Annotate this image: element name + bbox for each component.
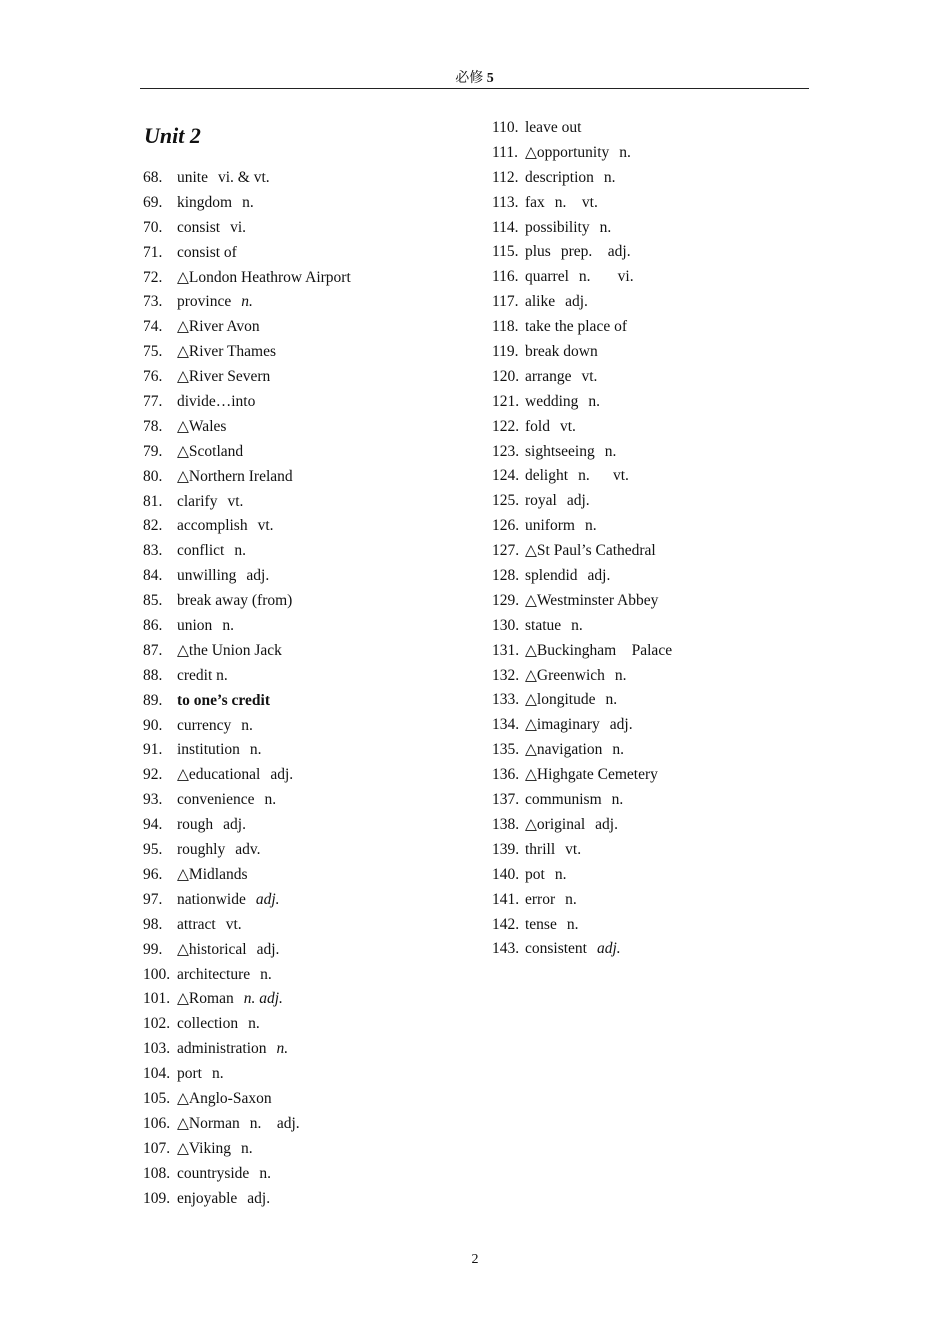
vocab-entry — [492, 514, 822, 539]
entry-number: 76. — [143, 368, 163, 386]
entry-number: 114. — [492, 218, 519, 236]
vocab-entry — [492, 614, 822, 639]
entry-word: △imaginary — [525, 716, 600, 734]
entry-word: unwilling — [177, 567, 237, 585]
vocab-column-right — [492, 116, 822, 962]
entry-number: 90. — [143, 716, 163, 734]
entry-part-of-speech: n. vt. — [578, 467, 629, 485]
vocab-entry — [143, 315, 473, 340]
entry-part-of-speech: n. — [566, 915, 579, 933]
vocab-entry — [143, 290, 473, 315]
entry-number: 74. — [143, 318, 163, 336]
vocab-entry — [143, 689, 473, 714]
entry-number: 140. — [492, 865, 520, 883]
entry-number: 85. — [143, 592, 163, 610]
entry-number: 139. — [492, 840, 520, 858]
entry-word: province — [177, 293, 232, 311]
header-book: 必修 — [455, 71, 484, 86]
entry-word: △the Union Jack — [177, 641, 282, 659]
vocab-entry — [143, 266, 473, 291]
vocab-entry — [492, 116, 822, 141]
vocab-entry — [492, 464, 822, 489]
entry-part-of-speech: n. — [234, 542, 246, 560]
entry-word: conflict — [177, 542, 225, 560]
vocab-entry — [143, 490, 473, 515]
vocab-entry — [143, 241, 473, 266]
entry-number: 110. — [492, 119, 519, 136]
entry-number: 120. — [492, 367, 520, 385]
vocab-entry — [143, 514, 473, 539]
entry-part-of-speech: n. — [276, 1040, 289, 1058]
entry-part-of-speech: adj. — [587, 567, 611, 585]
entry-word: attract — [177, 915, 216, 933]
entry-number: 131. — [492, 641, 520, 659]
entry-part-of-speech: n. adj. — [243, 990, 283, 1008]
entry-word: collection — [177, 1015, 239, 1033]
entry-word: communism — [525, 791, 602, 809]
entry-number: 104. — [143, 1065, 171, 1083]
entry-word: △navigation — [525, 741, 603, 759]
header-rule — [140, 88, 809, 89]
entry-number: 89. — [143, 691, 163, 709]
entry-number: 68. — [143, 169, 163, 186]
entry-word: fax — [525, 193, 545, 211]
entry-number: 136. — [492, 766, 520, 784]
entry-word: enjoyable — [177, 1189, 238, 1207]
entry-number: 100. — [143, 965, 171, 983]
entry-number: 86. — [143, 617, 163, 635]
entry-number: 129. — [492, 591, 520, 609]
entry-word: △Roman — [177, 990, 234, 1008]
entry-word: roughly — [177, 841, 226, 859]
entry-part-of-speech: n. — [259, 1164, 271, 1182]
entry-part-of-speech: n. adj. — [249, 1114, 300, 1132]
entry-word: take the place of — [525, 318, 627, 336]
entry-number: 128. — [492, 567, 520, 585]
vocab-entry — [143, 390, 473, 415]
entry-word: △River Thames — [177, 343, 277, 361]
entry-part-of-speech: vt. — [225, 915, 242, 933]
vocab-entry — [143, 763, 473, 788]
entry-word: △Westminster Abbey — [525, 591, 659, 609]
vocab-entry — [143, 1162, 473, 1187]
entry-part-of-speech: adj. — [597, 940, 621, 958]
entry-word: administration — [177, 1040, 267, 1058]
entry-number: 126. — [492, 517, 520, 535]
entry-part-of-speech: n. — [604, 442, 617, 460]
entry-part-of-speech: n. — [614, 666, 627, 684]
vocab-entry — [143, 813, 473, 838]
entry-number: 142. — [492, 915, 520, 933]
vocab-entry — [492, 763, 822, 788]
entry-number: 111. — [492, 143, 518, 161]
entry-word: △Northern Ireland — [177, 467, 293, 485]
entry-number: 112. — [492, 168, 519, 186]
entry-word: leave out — [525, 119, 582, 136]
vocab-entry — [492, 415, 822, 440]
vocab-entry — [492, 589, 822, 614]
vocab-entry — [492, 813, 822, 838]
entry-word: △Buckingham Palace — [525, 641, 673, 659]
vocab-entry — [143, 465, 473, 490]
entry-word: △Viking — [177, 1139, 232, 1157]
entry-number: 107. — [143, 1139, 171, 1157]
vocab-entry — [492, 664, 822, 689]
entry-word: △Midlands — [177, 865, 248, 883]
page-number: 2 — [471, 1252, 479, 1267]
entry-part-of-speech: n. — [565, 890, 577, 908]
vocab-entry — [492, 315, 822, 340]
entry-number: 125. — [492, 492, 520, 510]
entry-part-of-speech: adv. — [235, 841, 261, 859]
entry-part-of-speech: n. — [612, 741, 624, 759]
entry-part-of-speech: adj. — [566, 492, 590, 510]
entry-number: 102. — [143, 1015, 171, 1033]
vocab-column-left — [143, 166, 473, 1211]
entry-word: port — [177, 1065, 202, 1083]
entry-part-of-speech: adj. — [256, 940, 280, 958]
vocab-entry — [492, 489, 822, 514]
entry-word: △St Paul’s Cathedral — [525, 542, 656, 560]
entry-word: description — [525, 168, 594, 186]
vocab-entry — [143, 888, 473, 913]
entry-word: to one’s credit — [177, 691, 270, 709]
entry-part-of-speech: vi. — [230, 218, 246, 236]
entry-part-of-speech: n. — [242, 193, 254, 211]
vocab-entry — [492, 863, 822, 888]
entry-number: 75. — [143, 343, 163, 361]
entry-number: 98. — [143, 915, 163, 933]
entry-number: 130. — [492, 616, 520, 634]
entry-word: △longitude — [525, 691, 596, 709]
entry-number: 121. — [492, 392, 520, 410]
entry-number: 106. — [143, 1114, 171, 1132]
entry-word: pot — [525, 865, 545, 883]
entry-part-of-speech: n. — [260, 965, 272, 983]
vocab-entry — [143, 1012, 473, 1037]
vocab-entry — [143, 639, 473, 664]
entry-word: architecture — [177, 965, 251, 983]
entry-part-of-speech: n. — [603, 168, 616, 186]
entry-part-of-speech: n. vt. — [554, 193, 598, 211]
vocab-entry — [143, 340, 473, 365]
entry-number: 124. — [492, 467, 520, 485]
entry-number: 133. — [492, 691, 520, 709]
entry-part-of-speech: vt. — [227, 492, 244, 510]
vocab-entry — [143, 1037, 473, 1062]
entry-number: 88. — [143, 666, 163, 684]
entry-number: 81. — [143, 492, 163, 510]
entry-word: △opportunity — [525, 143, 610, 161]
entry-word: royal — [525, 492, 557, 510]
entry-word: fold — [525, 417, 550, 435]
page-header — [140, 70, 809, 88]
entry-part-of-speech: n. vi. — [578, 268, 634, 286]
vocab-entry — [492, 141, 822, 166]
entry-part-of-speech: prep. adj. — [560, 243, 631, 261]
entry-word: △original — [525, 815, 586, 833]
entry-number: 113. — [492, 193, 519, 211]
entry-word: △Greenwich — [525, 666, 605, 684]
entry-number: 143. — [492, 940, 520, 958]
entry-word: wedding — [525, 392, 579, 410]
vocab-entry — [492, 688, 822, 713]
vocab-entry — [143, 1137, 473, 1162]
entry-number: 94. — [143, 816, 163, 834]
entry-part-of-speech: n. — [571, 616, 583, 634]
entry-number: 118. — [492, 318, 519, 336]
entry-word: union — [177, 617, 213, 635]
entry-word: △River Avon — [177, 318, 260, 336]
entry-number: 83. — [143, 542, 163, 560]
vocab-entry — [492, 937, 822, 962]
entry-word: quarrel — [525, 268, 569, 286]
entry-number: 103. — [143, 1040, 171, 1058]
vocab-entry — [492, 390, 822, 415]
entry-word: △Scotland — [177, 442, 244, 460]
entry-word: splendid — [525, 567, 578, 585]
vocab-entry — [143, 1062, 473, 1087]
vocab-entry — [143, 440, 473, 465]
entry-number: 138. — [492, 815, 520, 833]
vocab-entry — [492, 265, 822, 290]
entry-word: tense — [525, 915, 557, 933]
vocab-entry — [143, 987, 473, 1012]
entry-word: accomplish — [177, 517, 248, 535]
vocab-entry — [492, 539, 822, 564]
unit-title: Unit 2 — [144, 123, 201, 148]
entry-part-of-speech: n. — [264, 791, 277, 809]
entry-number: 73. — [143, 293, 163, 311]
entry-part-of-speech: vt. — [559, 417, 576, 435]
vocab-entry — [492, 564, 822, 589]
entry-number: 135. — [492, 741, 520, 759]
entry-part-of-speech: adj. — [270, 766, 294, 784]
entry-number: 78. — [143, 417, 163, 435]
entry-word: △Anglo-Saxon — [177, 1089, 272, 1107]
entry-number: 115. — [492, 243, 519, 261]
vocab-entry — [492, 888, 822, 913]
header-volume: 5 — [486, 71, 494, 86]
entry-number: 87. — [143, 641, 163, 659]
vocab-entry — [143, 963, 473, 988]
vocab-entry — [143, 539, 473, 564]
entry-part-of-speech: adj. — [246, 567, 270, 585]
entry-word: break down — [525, 343, 598, 361]
entry-part-of-speech: adj. — [247, 1189, 271, 1207]
vocab-entry — [143, 938, 473, 963]
entry-number: 69. — [143, 193, 163, 211]
entry-word: rough — [177, 816, 214, 834]
vocab-entry — [143, 589, 473, 614]
entry-part-of-speech: adj. — [609, 716, 633, 734]
entry-word: unite — [177, 169, 208, 186]
entry-number: 77. — [143, 393, 163, 411]
vocab-entry — [492, 713, 822, 738]
entry-part-of-speech: n. — [611, 791, 624, 809]
vocab-entry — [492, 290, 822, 315]
entry-word: credit n. — [177, 666, 228, 684]
entry-part-of-speech: n. — [599, 218, 612, 236]
entry-word: delight — [525, 467, 569, 485]
entry-word: break away (from) — [177, 592, 293, 610]
entry-word: △Wales — [177, 417, 227, 435]
entry-part-of-speech: n. — [222, 617, 234, 635]
entry-number: 79. — [143, 442, 163, 460]
vocab-entry — [492, 440, 822, 465]
vocab-entry — [143, 415, 473, 440]
entry-word: consist of — [177, 243, 237, 261]
entry-number: 119. — [492, 343, 519, 361]
entry-number: 72. — [143, 268, 163, 286]
vocab-entry — [492, 191, 822, 216]
entry-part-of-speech: vt. — [581, 367, 598, 385]
entry-number: 70. — [143, 218, 163, 236]
vocab-entry — [492, 365, 822, 390]
entry-number: 105. — [143, 1089, 171, 1107]
entry-part-of-speech: adj. — [565, 293, 588, 311]
vocab-entry — [143, 664, 473, 689]
entry-word: statue — [525, 616, 562, 634]
entry-part-of-speech: adj. — [223, 816, 246, 834]
entry-word: plus — [525, 243, 551, 261]
entry-number: 122. — [492, 417, 520, 435]
entry-word: error — [525, 890, 556, 908]
vocab-entry — [143, 714, 473, 739]
entry-word: △Highgate Cemetery — [525, 766, 658, 784]
entry-number: 82. — [143, 517, 163, 535]
vocab-entry — [492, 340, 822, 365]
vocab-entry — [143, 1112, 473, 1137]
entry-word: thrill — [525, 840, 556, 858]
entry-part-of-speech: n. — [554, 865, 567, 883]
vocab-entry — [143, 166, 473, 191]
entry-number: 132. — [492, 666, 520, 684]
vocab-entry — [492, 788, 822, 813]
entry-part-of-speech: n. — [619, 143, 631, 161]
vocab-entry — [492, 838, 822, 863]
entry-number: 80. — [143, 467, 163, 485]
entry-part-of-speech: vi. & vt. — [218, 169, 270, 186]
vocab-entry — [492, 216, 822, 241]
entry-word: convenience — [177, 791, 255, 809]
entry-word: arrange — [525, 367, 572, 385]
vocab-entry — [492, 738, 822, 763]
vocab-entry — [143, 913, 473, 938]
entry-number: 97. — [143, 890, 163, 908]
vocab-entry — [143, 191, 473, 216]
vocab-entry — [143, 1187, 473, 1212]
vocab-entry — [143, 216, 473, 241]
entry-word: countryside — [177, 1164, 250, 1182]
entry-number: 92. — [143, 766, 163, 784]
entry-word: △Norman — [177, 1114, 240, 1132]
entry-number: 108. — [143, 1164, 171, 1182]
vocab-entry — [143, 365, 473, 390]
entry-word: sightseeing — [525, 442, 595, 460]
entry-part-of-speech: adj. — [255, 890, 280, 908]
entry-part-of-speech: n. — [605, 691, 618, 709]
entry-number: 116. — [492, 268, 519, 286]
entry-part-of-speech: n. — [248, 1015, 260, 1033]
entry-word: divide…into — [177, 393, 256, 411]
entry-word: clarify — [177, 492, 218, 510]
vocab-entry — [492, 166, 822, 191]
entry-word: possibility — [525, 218, 590, 236]
entry-word: uniform — [525, 517, 575, 535]
entry-word: consistent — [525, 940, 587, 958]
entry-word: alike — [525, 293, 556, 311]
entry-part-of-speech: n. — [241, 1139, 253, 1157]
vocab-entry — [143, 738, 473, 763]
entry-word: institution — [177, 741, 240, 759]
vocab-entry — [492, 639, 822, 664]
entry-part-of-speech: n. — [588, 392, 601, 410]
entry-number: 137. — [492, 791, 520, 809]
entry-word: △River Severn — [177, 368, 271, 386]
entry-part-of-speech: vt. — [257, 517, 274, 535]
entry-number: 101. — [143, 990, 171, 1008]
entry-number: 91. — [143, 741, 163, 759]
entry-number: 117. — [492, 293, 519, 311]
entry-number: 99. — [143, 940, 163, 958]
vocab-entry — [143, 564, 473, 589]
vocab-entry — [143, 614, 473, 639]
vocab-entry — [492, 913, 822, 938]
entry-part-of-speech: n. — [241, 293, 253, 311]
entry-number: 141. — [492, 890, 520, 908]
entry-number: 109. — [143, 1189, 171, 1207]
vocab-entry — [143, 788, 473, 813]
entry-word: nationwide — [177, 890, 246, 908]
entry-part-of-speech: n. — [584, 517, 597, 535]
entry-part-of-speech: vt. — [565, 840, 582, 858]
vocab-entry — [143, 838, 473, 863]
entry-part-of-speech: n. — [249, 741, 262, 759]
entry-word: consist — [177, 218, 221, 236]
entry-word: △educational — [177, 766, 261, 784]
entry-part-of-speech: adj. — [595, 815, 618, 833]
vocab-entry — [143, 863, 473, 888]
vocab-entry — [143, 1087, 473, 1112]
entry-number: 127. — [492, 542, 520, 560]
entry-part-of-speech: n. — [211, 1065, 224, 1083]
entry-number: 71. — [143, 243, 163, 261]
entry-part-of-speech: n. — [241, 716, 253, 734]
entry-number: 96. — [143, 865, 163, 883]
entry-number: 123. — [492, 442, 520, 460]
entry-number: 134. — [492, 716, 520, 734]
entry-word: △London Heathrow Airport — [177, 268, 351, 286]
entry-word: △historical — [177, 940, 247, 958]
entry-number: 84. — [143, 567, 163, 585]
vocab-entry — [492, 240, 822, 265]
entry-word: currency — [177, 716, 232, 734]
entry-number: 95. — [143, 841, 163, 859]
entry-word: kingdom — [177, 193, 233, 211]
entry-number: 93. — [143, 791, 163, 809]
